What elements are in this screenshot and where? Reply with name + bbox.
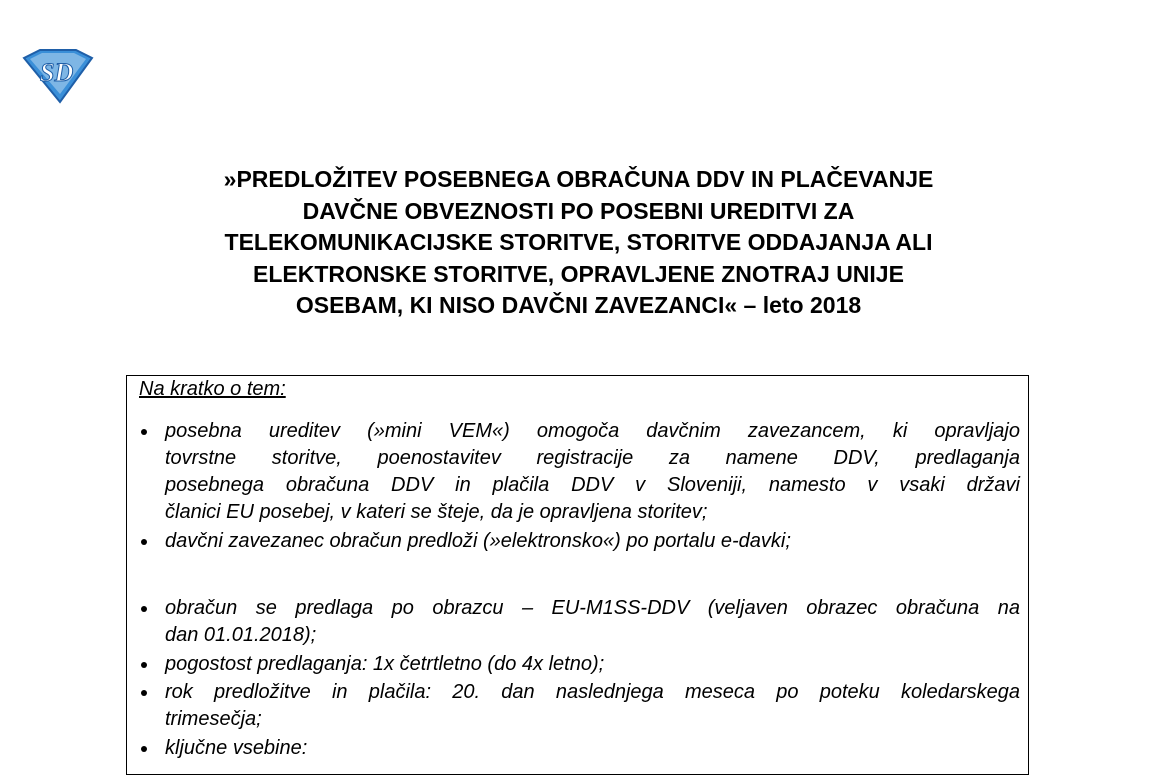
bullet-icon (141, 539, 147, 545)
title-line: OSEBAM, KI NISO DAVČNI ZAVEZANCI« – leto 2018 (295, 292, 862, 318)
list-item-text (165, 679, 1020, 733)
text-line: obračun se predlaga po obrazcu – EU-M1SS-DDV (veljaven obrazec obračuna na (165, 597, 1020, 619)
title-line: TELEKOMUNIKACIJSKE STORITVE, STORITVE ODDAJANJA ALI (224, 229, 933, 255)
bullet-icon (141, 429, 147, 435)
fu-logo (20, 48, 96, 104)
text-line: tovrstne storitve, poenostavitev registracije za namene DDV, predlaganja (165, 447, 1020, 469)
text-line: ključne vsebine: (165, 737, 308, 759)
title-line: »PREDLOŽITEV POSEBNEGA OBRAČUNA DDV IN PLAČEVANJE (223, 166, 934, 192)
bullet-icon (141, 690, 147, 696)
text-line: pogostost predlaganja: 1x četrtletno (do 4x letno); (165, 653, 605, 675)
list-item-text (165, 735, 1020, 762)
text-line: posebnega obračuna DDV in plačila DDV v Sloveniji, namesto v vsaki državi (165, 474, 1020, 496)
text-line: davčni zavezanec obračun predloži (»elektronsko«) po portalu e-davki; (165, 530, 791, 552)
document-title (140, 164, 1017, 322)
bullet-icon (141, 606, 147, 612)
bullet-icon (141, 662, 147, 668)
text-line: rok predložitve in plačila: 20. dan naslednjega meseca po poteku koledarskega (165, 681, 1020, 703)
title-line: ELEKTRONSKE STORITVE, OPRAVLJENE ZNOTRAJ UNIJE (253, 260, 904, 287)
title-line: DAVČNE OBVEZNOSTI PO POSEBNI UREDITVI ZA (302, 197, 855, 224)
list-item-text (165, 528, 1020, 555)
list-item-text (165, 418, 1020, 526)
bullet-icon (141, 746, 147, 752)
text-line: članici EU posebej, v kateri se šteje, da je opravljena storitev; (165, 501, 708, 523)
text-line: dan 01.01.2018); (165, 624, 317, 646)
svg-text:SD: SD (40, 58, 74, 87)
text-line: trimesečja; (165, 708, 262, 730)
list-item-text (165, 595, 1020, 649)
summary-heading: Na kratko o tem: (139, 378, 286, 400)
list-item-text (165, 651, 1020, 678)
shield-sd-logo-icon (20, 48, 96, 104)
summary-box (126, 375, 1029, 775)
text-line: posebna ureditev (»mini VEM«) omogoča davčnim zavezancem, ki opravljajo (165, 420, 1020, 442)
